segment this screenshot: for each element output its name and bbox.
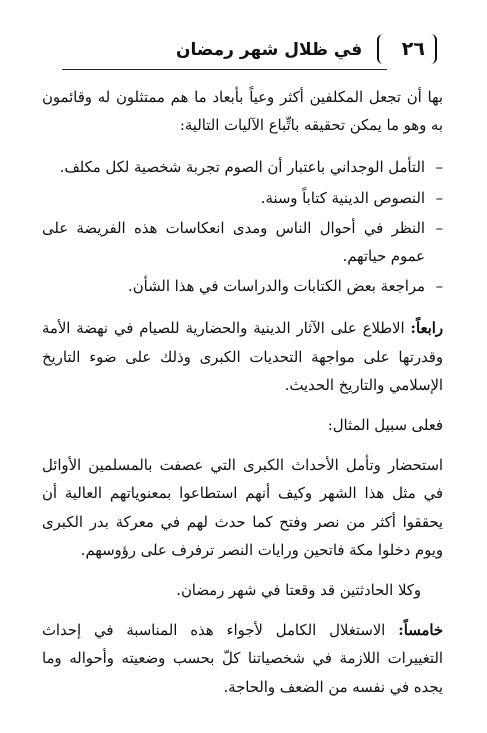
list-item-text: النظر في أحوال الناس ومدى انعكاسات هذه الفريضة على عموم حياتهم. <box>42 219 425 266</box>
running-header <box>0 32 487 78</box>
header-rule <box>62 69 387 70</box>
bullet-dash: – <box>435 278 443 296</box>
spacer <box>42 565 443 577</box>
fifth-point-label: خامساً: <box>398 622 443 640</box>
spacer <box>42 140 443 152</box>
list-item-text: النصوص الدينية كتاباً وسنة. <box>260 189 425 207</box>
spacer <box>42 605 443 617</box>
page-body <box>42 84 443 702</box>
fifth-point-paragraph <box>42 617 443 702</box>
page-number-bracket-close <box>377 34 389 64</box>
bullet-dash: – <box>435 159 443 177</box>
bullet-dash: – <box>435 189 443 207</box>
list-item-text: مراجعة بعض الكتابات والدراسات في هذا الشأن. <box>128 278 425 296</box>
spacer <box>42 303 443 315</box>
fourth-point-paragraph <box>42 315 443 400</box>
fifth-point-text: الاستغلال الكامل لأجواء هذه المناسبة في إحداث التغييرات اللازمة في شخصياتنا كلّ بحسب وضعيته وأحواله وما يجده في نفسه من الضعف والحاجة. <box>42 622 443 696</box>
list-item <box>42 185 443 213</box>
example-intro: فعلى سبيل المثال: <box>327 417 443 435</box>
example-paragraph: استحضار وتأمل الأحداث الكبرى التي عصفت بالمسلمين الأوائل في مثل هذا الشهر وكيف أنهم استطاعوا بمعنوياتهم العالية أن يحققوا أكثر من نصر وفتح كما حدث لهم في معركة بدر الكبرى ويوم دخلوا مكة فاتحين ورايات النصر ترفرف على رؤوسهم. <box>42 457 443 559</box>
page-number: ٢٦ <box>401 38 425 60</box>
list-item <box>42 154 443 182</box>
fourth-point-text: الاطلاع على الآثار الدينية والحضارية للصيام في نهضة الأمة وقدرتها على مواجهة التحديات الكبرى وذلك على ضوء التاريخ الإسلامي والتاريخ الحديث. <box>42 320 443 394</box>
list-item-text: التأمل الوجداني باعتبار أن الصوم تجربة شخصية لكل مكلف. <box>59 159 425 177</box>
spacer <box>42 400 443 412</box>
both-events-note: وكلا الحادثتين قد وقعتا في شهر رمضان. <box>176 582 421 600</box>
fourth-point-label: رابعاً: <box>410 320 443 338</box>
page-number-bracket-open <box>425 34 437 64</box>
bullet-dash: – <box>435 219 443 237</box>
list-item <box>42 273 443 301</box>
book-title: في ظلال شهر رمضان <box>176 40 363 60</box>
spacer <box>42 440 443 452</box>
intro-paragraph: بها أن تجعل المكلفين أكثر وعياً بأبعاد ما هم ممتثلون له وقائمون به وهو ما يمكن تحقيقه باتِّباع الآليات التالية: <box>42 89 443 135</box>
mechanisms-list <box>42 154 443 301</box>
list-item <box>42 215 443 271</box>
